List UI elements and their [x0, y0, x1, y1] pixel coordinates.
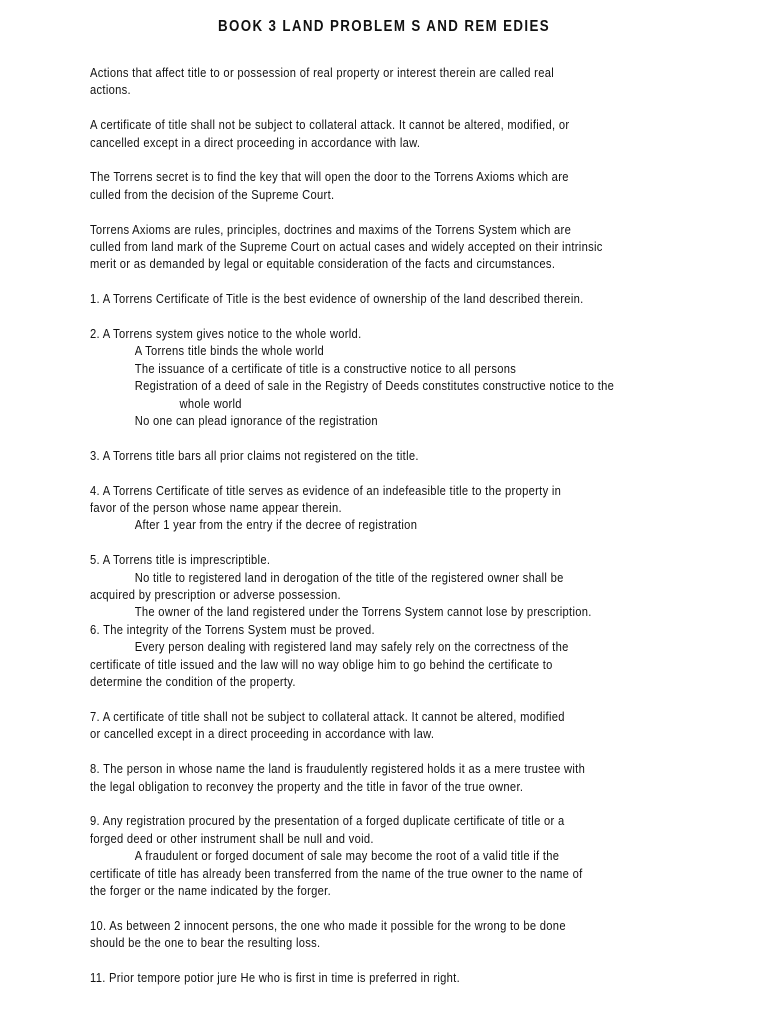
text-line: 1. A Torrens Certificate of Title is the best evidence of ownership of the land described therein. [90, 291, 584, 307]
text-line: The issuance of a certificate of title is a constructive notice to all persons [134, 360, 517, 376]
text-line: favor of the person whose name appear therein. [90, 500, 342, 516]
text-line: cancelled except in a direct proceeding in accordance with law. [90, 134, 421, 150]
text-line: Registration of a deed of sale in the Registry of Deeds constitutes constructive notice to the [134, 378, 615, 394]
text-line: culled from land mark of the Supreme Court on actual cases and widely accepted on their intrinsic [90, 239, 603, 255]
text-line: certificate of title has already been transferred from the name of the true owner to the name of [90, 865, 583, 881]
text-line: 4. A Torrens Certificate of title serves as evidence of an indefeasible title to the property in [90, 482, 562, 498]
paragraph-gap [90, 151, 760, 168]
text-line: actions. [90, 82, 131, 98]
text-line: 8. The person in whose name the land is fraudulently registered holds it as a mere trustee with [90, 761, 586, 777]
text-line: should be the one to bear the resulting loss. [90, 935, 321, 951]
paragraph-gap [90, 99, 760, 116]
text-line: No title to registered land in derogation of the title of the registered owner shall be [134, 569, 564, 585]
text-line: 2. A Torrens system gives notice to the whole world. [90, 326, 362, 342]
page-title: BOOK 3 LAND PROBLEM S AND REM EDIES [217, 18, 551, 35]
text-line: the forger or the name indicated by the forger. [90, 882, 332, 898]
text-line: No one can plead ignorance of the registration [134, 413, 378, 429]
text-line: A certificate of title shall not be subject to collateral attack. It cannot be altered, modified, or [90, 117, 570, 133]
paragraph-gap [90, 691, 760, 708]
text-line: 6. The integrity of the Torrens System must be proved. [90, 621, 375, 637]
text-line: culled from the decision of the Supreme Court. [90, 186, 335, 202]
paragraph-gap [90, 899, 760, 916]
text-line: 5. A Torrens title is imprescriptible. [90, 552, 271, 568]
text-line: certificate of title issued and the law will no way oblige him to go behind the certificate to [90, 656, 553, 672]
text-line: 3. A Torrens title bars all prior claims not registered on the title. [90, 447, 419, 463]
text-line: whole world [179, 395, 242, 411]
text-line: A fraudulent or forged document of sale may become the root of a valid title if the [134, 848, 560, 864]
text-line: or cancelled except in a direct proceeding in accordance with law. [90, 726, 435, 742]
text-line: merit or as demanded by legal or equitable consideration of the facts and circumstances. [90, 256, 556, 272]
text-line: Actions that affect title to or possession of real property or interest therein are called real [90, 65, 555, 80]
paragraph-gap [90, 429, 760, 446]
paragraph-gap [90, 743, 760, 760]
paragraph-gap [90, 795, 760, 812]
text-line: Torrens Axioms are rules, principles, doctrines and maxims of the Torrens System which are [90, 221, 572, 237]
text-line: determine the condition of the property. [90, 674, 296, 690]
text-line: After 1 year from the entry if the decree of registration [134, 517, 418, 533]
paragraph-gap [90, 464, 760, 481]
text-line: acquired by prescription or adverse possession. [90, 587, 341, 603]
text-line: 9. Any registration procured by the presentation of a forged duplicate certificate of title or a [90, 813, 565, 829]
text-line: 7. A certificate of title shall not be subject to collateral attack. It cannot be altered, modified [90, 708, 565, 724]
document-body [90, 64, 760, 986]
paragraph-gap [90, 534, 760, 551]
text-line: The owner of the land registered under the Torrens System cannot lose by prescription. [134, 604, 592, 620]
text-line: A Torrens title binds the whole world [134, 343, 325, 359]
text-line: Every person dealing with registered land may safely rely on the correctness of the [134, 639, 569, 655]
text-line: 11. Prior tempore potior jure He who is first in time is preferred in right. [90, 969, 461, 985]
paragraph-gap [90, 203, 760, 220]
text-line: 10. As between 2 innocent persons, the one who made it possible for the wrong to be done [90, 917, 566, 933]
paragraph-gap [90, 273, 760, 290]
text-line: the legal obligation to reconvey the property and the title in favor of the true owner. [90, 778, 524, 794]
paragraph-gap [90, 308, 760, 325]
paragraph-gap [90, 952, 760, 969]
text-line: The Torrens secret is to find the key that will open the door to the Torrens Axioms which are [90, 169, 569, 185]
text-line: forged deed or other instrument shall be null and void. [90, 830, 374, 846]
